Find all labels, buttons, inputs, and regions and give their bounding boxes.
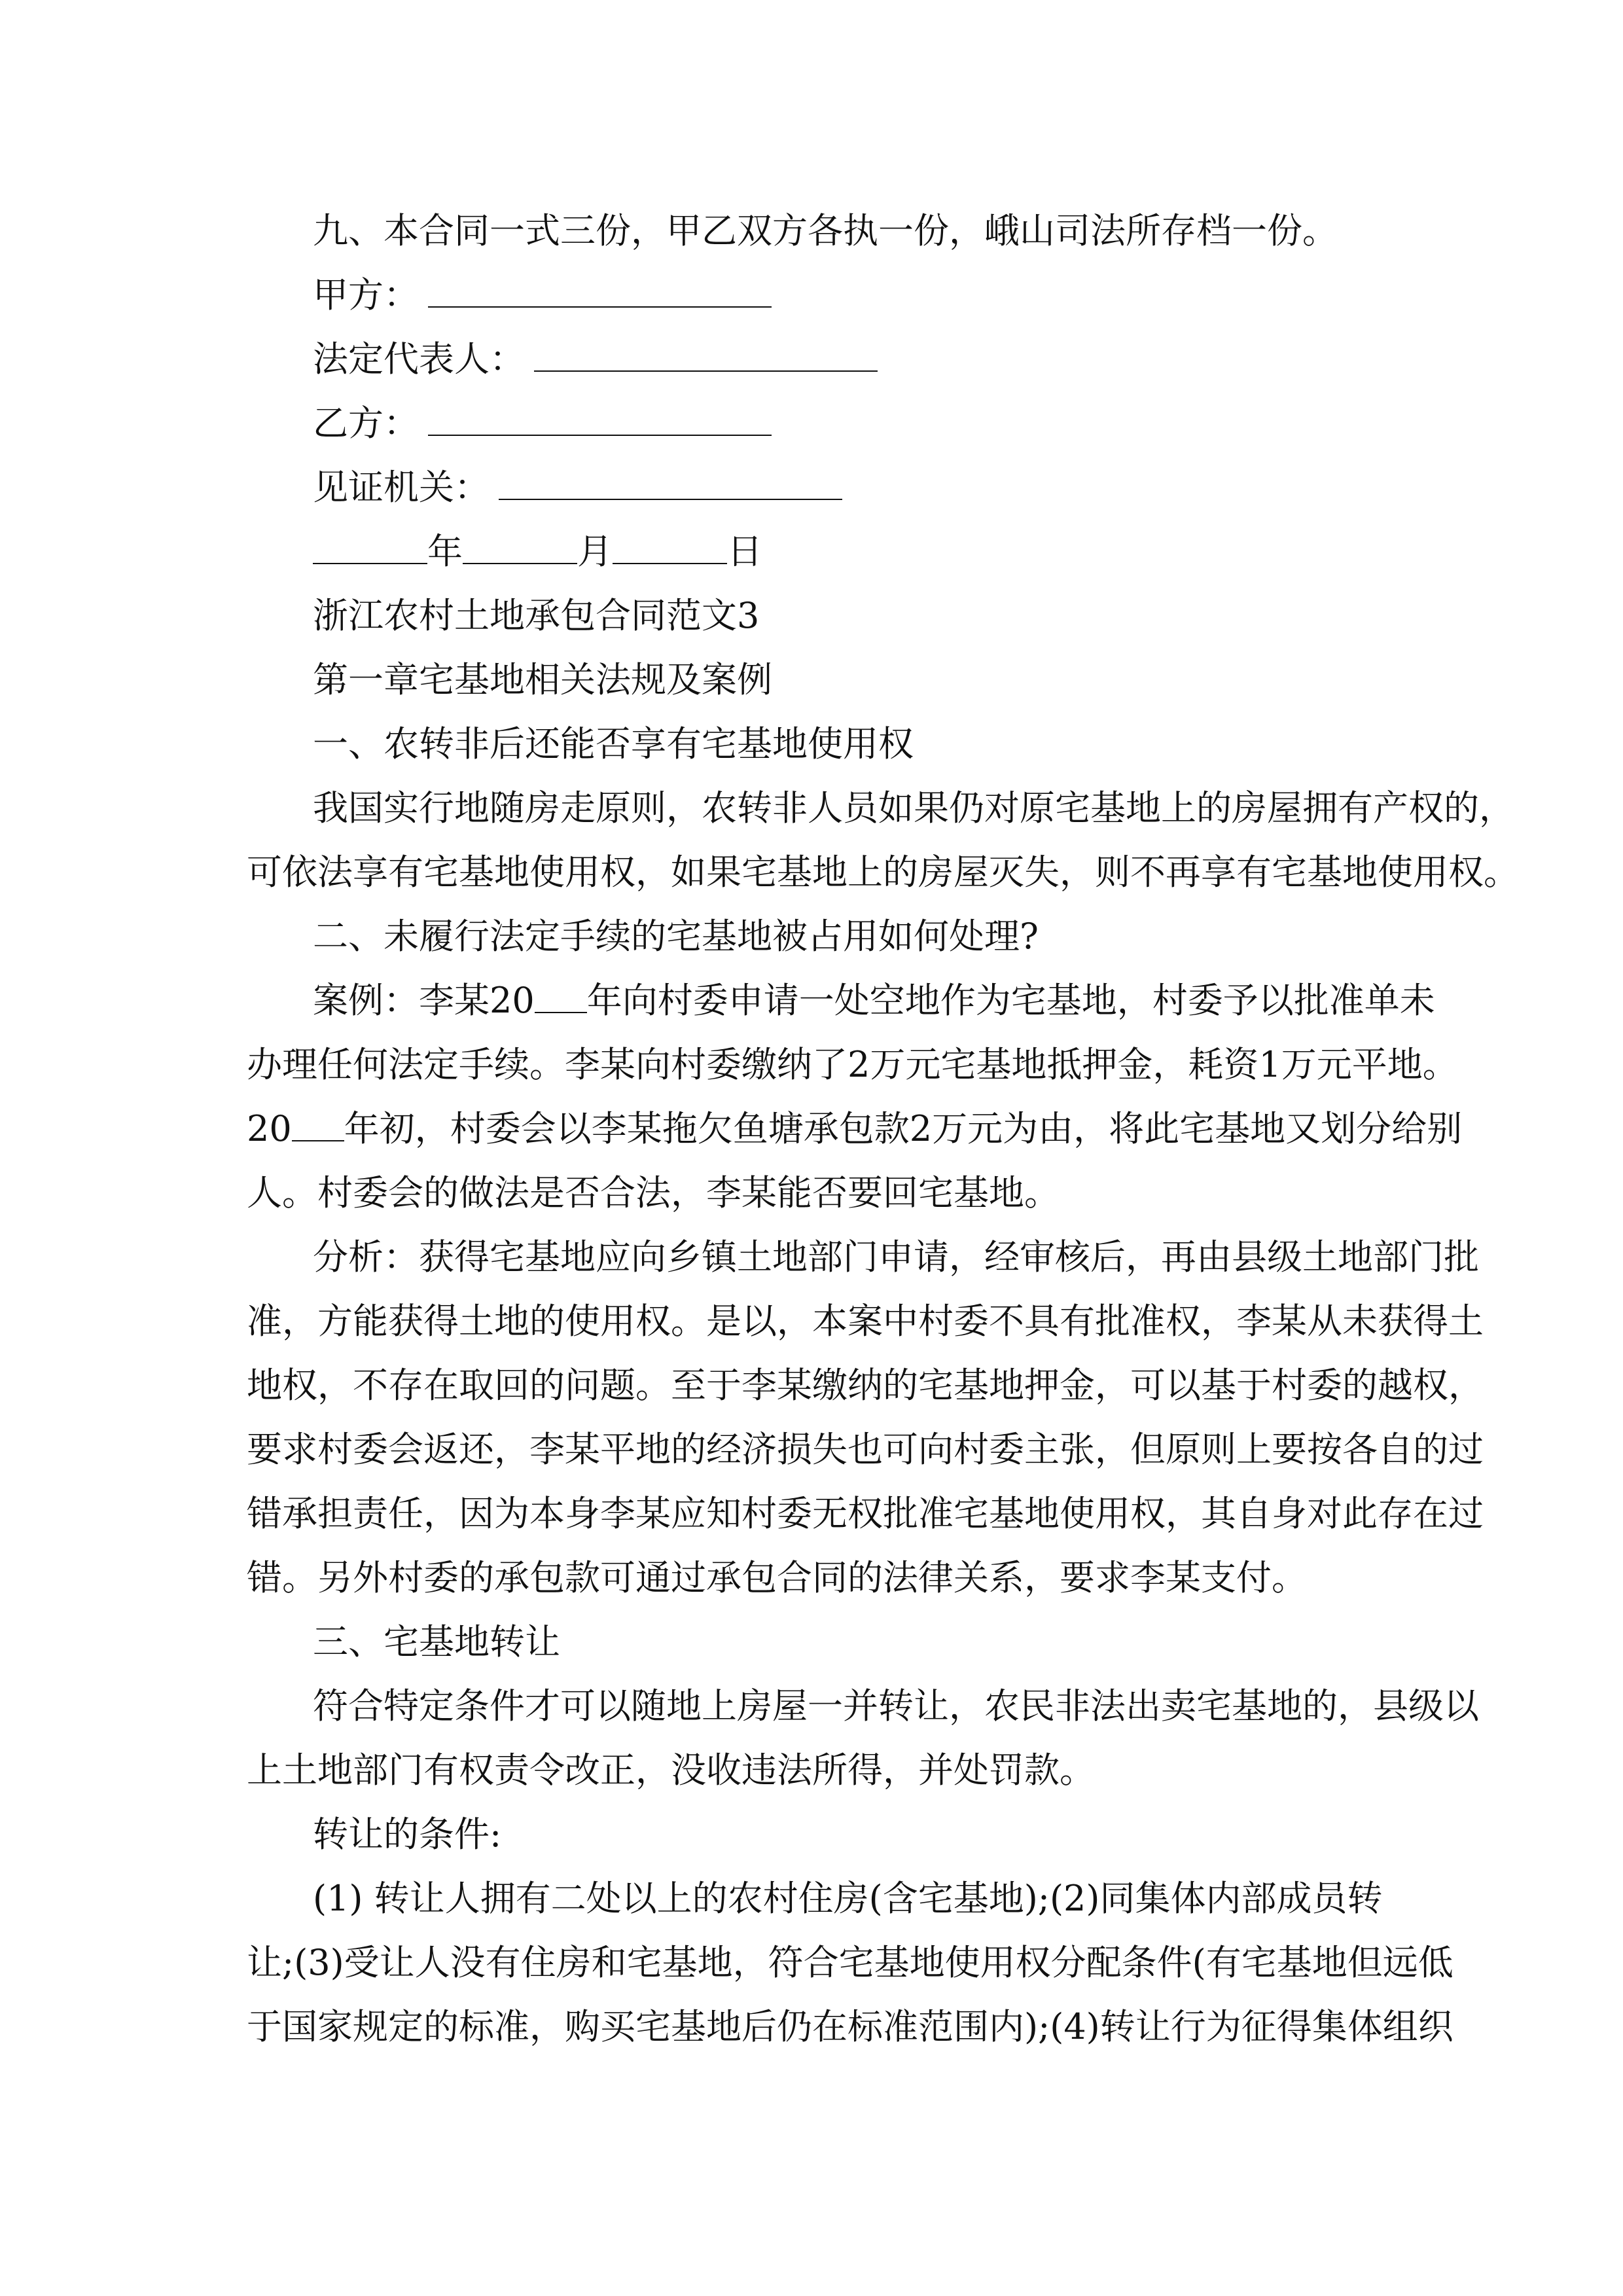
party-b-line <box>247 391 1382 456</box>
legal-rep-label: 法定代表人： <box>313 338 525 380</box>
party-a-label: 甲方： <box>313 274 419 315</box>
paragraph-line: 我国实行地随房走原则，农转非人员如果仍对原宅基地上的房屋拥有产权的， <box>313 787 1514 829</box>
paragraph-line: 准，方能获得土地的使用权。是以，本案中村委不具有批准权，李某从未获得土 <box>247 1300 1484 1342</box>
witness-blank[interactable] <box>499 456 842 500</box>
subheading-1: 一、农转非后还能否享有宅基地使用权 <box>313 723 914 764</box>
party-b-blank[interactable] <box>428 391 772 436</box>
legal-rep-blank[interactable] <box>534 327 878 372</box>
paragraph-line: 办理任何法定手续。李某向村委缴纳了2万元宅基地抵押金，耗资1万元平地。 <box>247 1044 1458 1085</box>
paragraph-line: 错承担责任，因为本身李某应知村委无权批准宅基地使用权，其自身对此存在过 <box>247 1493 1484 1534</box>
paragraph-line: 符合特定条件才可以随地上房屋一并转让，农民非法出卖宅基地的，县级以 <box>313 1685 1479 1727</box>
text-segment: 年向村委申请一处空地作为宅基地，村委予以批准单未 <box>586 980 1435 1021</box>
party-a-line <box>247 263 1382 327</box>
year-label: 年 <box>427 531 463 572</box>
date-line <box>247 520 1382 584</box>
year-blank <box>292 1097 344 1141</box>
paragraph-line <box>247 1097 1463 1161</box>
paragraph-line: 地权，不存在取回的问题。至于李某缴纳的宅基地押金，可以基于村委的越权， <box>247 1365 1484 1406</box>
paragraph-line: 可依法享有宅基地使用权，如果宅基地上的房屋灭失，则不再享有宅基地使用权。 <box>247 852 1519 893</box>
text-segment: 年初，村委会以李某拖欠鱼塘承包款2万元为由，将此宅基地又划分给别 <box>344 1108 1463 1149</box>
year-blank[interactable] <box>313 520 427 564</box>
witness-line <box>247 456 1382 520</box>
text-segment: 案例：李某20 <box>313 980 535 1021</box>
legal-rep-line <box>247 327 1382 391</box>
year-blank <box>535 969 587 1013</box>
paragraph-line: 分析：获得宅基地应向乡镇土地部门申请，经审核后，再由县级土地部门批 <box>313 1236 1479 1278</box>
paragraph-line: 要求村委会返还，李某平地的经济损失也可向村委主张，但原则上要按各自的过 <box>247 1429 1484 1470</box>
day-blank[interactable] <box>613 520 727 564</box>
paragraph-line: 上土地部门有权责令改正，没收违法所得，并处罚款。 <box>247 1749 1095 1791</box>
paragraph-line: 让;(3)受让人没有住房和宅基地，符合宅基地使用权分配条件(有宅基地但远低 <box>247 1942 1454 1983</box>
clause-nine: 九、本合同一式三份，甲乙双方各执一份，峨山司法所存档一份。 <box>313 210 1338 251</box>
paragraph-line: 错。另外村委的承包款可通过承包合同的法律关系，要求李某支付。 <box>247 1557 1307 1598</box>
witness-label: 见证机关： <box>313 467 490 508</box>
paragraph-line <box>247 969 1435 1033</box>
party-a-blank[interactable] <box>428 263 772 308</box>
paragraph-line: 人。村委会的做法是否合法，李某能否要回宅基地。 <box>247 1172 1060 1213</box>
subheading-2: 二、未履行法定手续的宅基地被占用如何处理? <box>313 916 1039 957</box>
subheading-3: 三、宅基地转让 <box>313 1621 560 1662</box>
document-page <box>247 199 1519 2059</box>
party-b-label: 乙方： <box>313 403 419 444</box>
section-title: 浙江农村土地承包合同范文3 <box>313 595 760 636</box>
text-segment: 20 <box>247 1108 292 1149</box>
conditions-label: 转让的条件: <box>313 1814 502 1855</box>
day-label: 日 <box>727 531 762 572</box>
chapter-heading: 第一章宅基地相关法规及案例 <box>313 659 772 700</box>
month-label: 月 <box>577 531 613 572</box>
paragraph-line: 于国家规定的标准，购买宅基地后仍在标准范围内);(4)转让行为征得集体组织 <box>247 2006 1454 2047</box>
month-blank[interactable] <box>463 520 577 564</box>
paragraph-line: (1) 转让人拥有二处以上的农村住房(含宅基地);(2)同集体内部成员转 <box>313 1878 1383 1919</box>
